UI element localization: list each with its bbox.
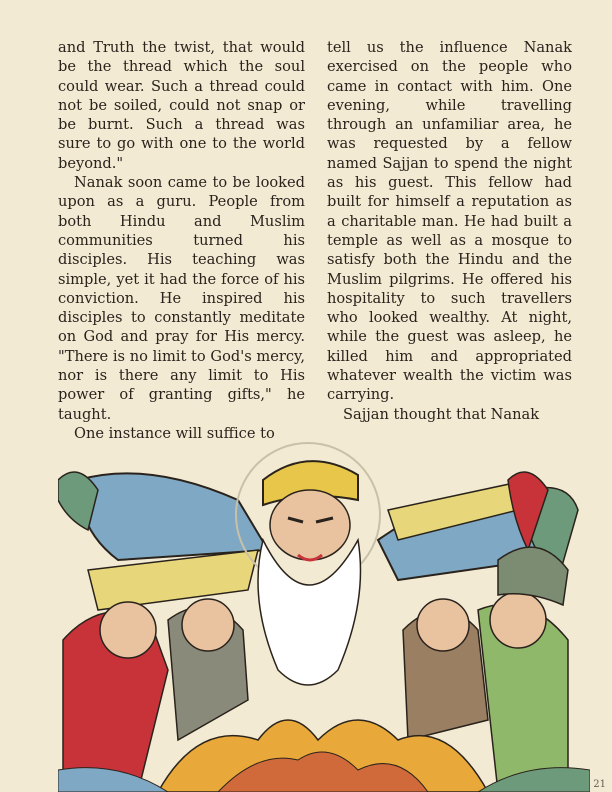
right-text-column [327, 38, 572, 424]
paragraph: tell us the influence Nanak exercised on the people who came in contact with him. One evening, while travelling through an unfamiliar area, he was requested by a fellow named Sajjan to spend the night as his guest. This fellow had built for himself a reputation as a charitable man. He had built a temple as well as a mosque to satisfy both the Hindu and the Muslim pilgrims. He offered his hospitality to such travellers who looked wealthy. At night, while the guest was asleep, he killed him and appropriated whatever wealth the victim was carrying. [327, 39, 572, 404]
guru-nanak-with-disciples-illustration [58, 440, 590, 792]
left-text-column [58, 38, 305, 443]
guru-figure-icon [258, 461, 361, 685]
paragraph: Nanak soon came to be looked upon as a guru. People from both Hindu and Muslim communities turned his disciples. His teaching was simple, yet it had the force of his conviction. He inspired his disciples to constantly meditate on God and pray for His mercy. "There is no limit to God's mercy, nor is there any limit to His power of granting gifts," he taught. [58, 174, 305, 423]
paragraph: and Truth the twist, that would be the thread which the soul could wear. Such a thread could not be soiled, could not snap or be burnt. Such a thread was sure to go with one to the world beyond." [58, 39, 305, 172]
paragraph: Sajjan thought that Nanak [343, 405, 540, 423]
paragraph: One instance will suffice to [74, 424, 275, 442]
page-number: 21 [593, 779, 606, 790]
